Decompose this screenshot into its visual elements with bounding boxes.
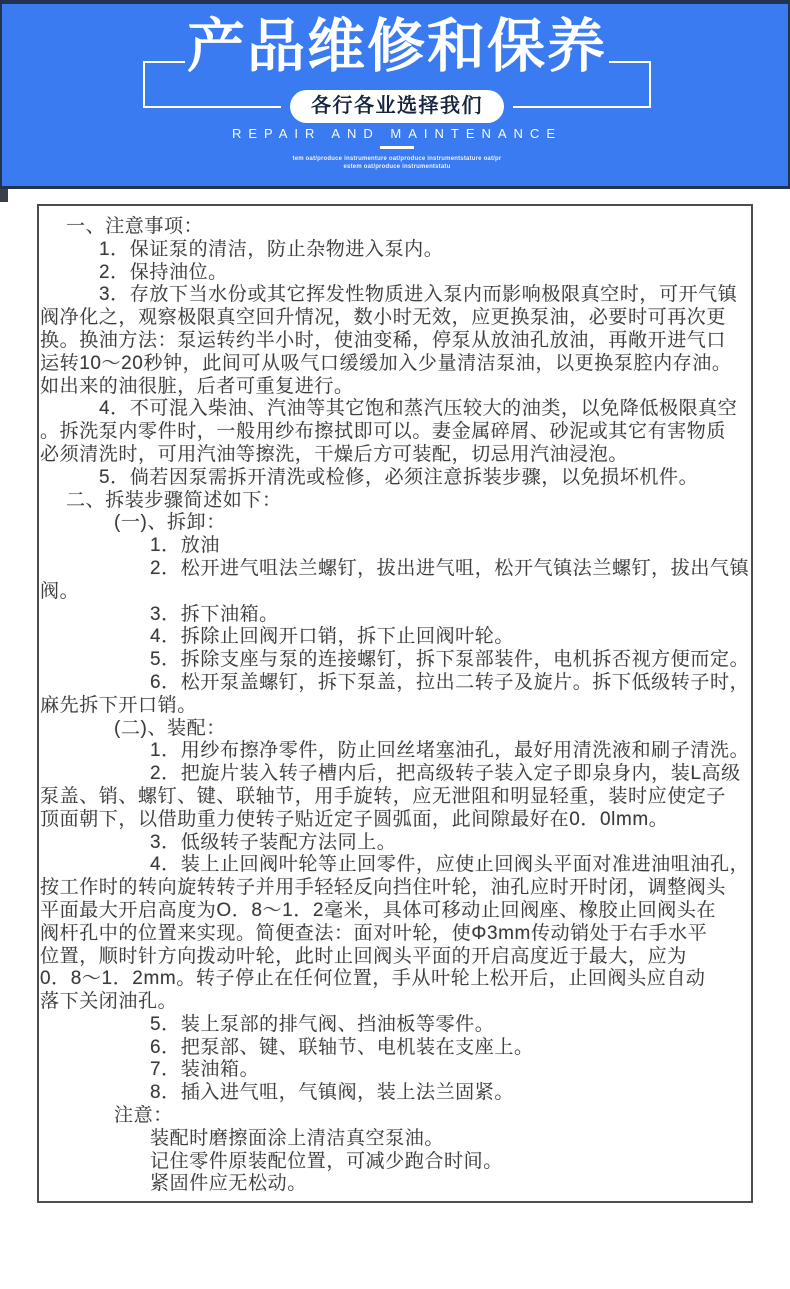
corner-mark xyxy=(0,189,8,202)
text-line: 顶面朝下，以借助重力使转子贴近定子圆弧面，此间隙最好在0．0lmm。 xyxy=(40,808,669,830)
title-frame-line xyxy=(609,61,651,63)
text-line: 平面最大开启高度为O．8～1．2毫米，具体可移动止回阀座、橡胶止回阀头在 xyxy=(40,899,717,921)
banner-bottom-edge xyxy=(0,186,790,189)
page-title: 产品维修和保养 xyxy=(186,14,607,79)
fineprint-line: tem oat/produce instrumenture oat/produce instrumentstature oat/pr xyxy=(292,156,502,162)
text-line: 4．不可混入柴油、汽油等其它饱和蒸汽压较大的油类，以免降低极限真空 xyxy=(99,398,738,420)
fineprint-text xyxy=(2,156,790,171)
text-line: 8．插入进气咀，气镇阀，装上法兰固紧。 xyxy=(150,1082,514,1104)
text-line: 注意： xyxy=(114,1105,173,1127)
text-line: 阀净化之，观察极限真空回升情况，数小时无效，应更换泵油，必要时可再次更 xyxy=(40,307,727,329)
text-line: 必须清洗时，可用汽油等擦洗，干燥后方可装配，切忌用汽油浸泡。 xyxy=(40,443,629,465)
text-line: 2．保持油位。 xyxy=(99,261,228,283)
text-line: 5．倘若因泵需拆开清洗或检修，必须注意拆装步骤，以免损坏机件。 xyxy=(99,466,699,488)
text-line: 1．保证泵的清洁，防止杂物进入泵内。 xyxy=(99,238,444,260)
text-line: 0．8～1．2mm。转子停止在任何位置，手从叶轮上松开后，止回阀头应自动 xyxy=(40,968,706,990)
instructions-document xyxy=(37,204,753,1203)
text-line: 2．松开进气咀法兰螺钉，拔出进气咀，松开气镇法兰螺钉，拔出气镇 xyxy=(150,557,750,579)
divider-line xyxy=(380,146,414,149)
text-line: 阀杆孔中的位置来实现。简便查法：面对叶轮，使Φ3mm传动销处于右手水平 xyxy=(40,922,708,944)
text-line: 落下关闭油孔。 xyxy=(40,991,178,1013)
text-line: 按工作时的转向旋转转子并用手轻轻反向挡住叶轮，油孔应时开时闭，调整阀头 xyxy=(40,877,727,899)
slogan-pill xyxy=(290,90,504,123)
text-line: 6．把泵部、键、联轴节、电机装在支座上。 xyxy=(150,1036,534,1058)
text-line: 位置，顺时针方向拨动叶轮，此时止回阀头平面的开启高度近于最大，应为 xyxy=(40,945,687,967)
banner-top-edge xyxy=(2,0,790,4)
text-line: 3．低级转子装配方法同上。 xyxy=(150,831,397,853)
title-frame-line xyxy=(143,61,145,108)
text-line: 二、拆装步骤简述如下： xyxy=(66,489,282,511)
text-line: 一、注意事项： xyxy=(66,216,204,237)
text-line: 5．装上泵部的排气阀、挡油板等零件。 xyxy=(150,1013,495,1035)
document-text xyxy=(39,206,751,1196)
text-line: 6．松开泵盖螺钉，拆下泵盖，拉出二转子及旋片。拆下低级转子时， xyxy=(150,671,750,693)
title-frame-line xyxy=(143,61,185,63)
text-line: 如出来的油很脏，后者可重复进行。 xyxy=(40,375,354,397)
text-line: 泵盖、销、螺钉、键、联轴节，用手旋转，应无泄阻和明显轻重，装时应使定子 xyxy=(40,785,727,807)
text-line: 装配时磨擦面涂上清洁真空泵油。 xyxy=(150,1127,445,1149)
text-line: 记住零件原装配位置，可减少跑合时间。 xyxy=(150,1150,503,1172)
text-line: 麻先拆下开口销。 xyxy=(40,694,197,716)
text-line: 2．把旋片装入转子槽内后，把高级转子装入定子即泉身内，装L高级 xyxy=(150,763,741,785)
text-line: 3．存放下当水份或其它挥发性物质进入泵内而影响极限真空时，可开气镇 xyxy=(99,284,738,306)
text-line: 7．装油箱。 xyxy=(150,1059,260,1081)
text-line: 1．放油 xyxy=(150,535,220,557)
title-frame-line xyxy=(513,106,651,108)
text-line: 。拆洗泵内零件时，一般用纱布擦拭即可以。妻金属碎屑、砂泥或其它有害物质 xyxy=(40,421,727,443)
fineprint-line: estem oat/produce instrumentstatu xyxy=(343,163,451,170)
title-frame-line xyxy=(649,61,651,108)
text-line: 阀。 xyxy=(40,580,80,602)
text-line: 1．用纱布擦净零件，防止回丝堵塞油孔，最好用清洗液和刷子清洗。 xyxy=(150,740,750,762)
text-line: 紧固件应无松动。 xyxy=(150,1173,307,1195)
text-line: 3．拆下油箱。 xyxy=(150,603,279,625)
text-line: 5．拆除支座与泵的连接螺钉，拆下泵部装件，电机拆否视方便而定。 xyxy=(150,649,750,671)
text-line: (一)、拆卸： xyxy=(114,512,226,534)
text-line: 运转10～20秒钟，此间可从吸气口缓缓加入少量清洁泵油，以更换泵腔内存油。 xyxy=(40,352,732,374)
subtitle-english: REPAIR AND MAINTENANCE xyxy=(231,126,562,141)
title-frame-line xyxy=(143,106,281,108)
banner xyxy=(0,0,790,186)
text-line: 4．装上止回阀叶轮等止回零件，应使止回阀头平面对准进油咀油孔， xyxy=(150,854,750,876)
text-line: 换。换油方法：泵运转约半小时，使油变稀，停泵从放油孔放油，再敞开进气口 xyxy=(40,329,727,351)
text-line: 4．拆除止回阀开口销，拆下止回阀叶轮。 xyxy=(150,626,514,648)
slogan-label: 各行各业选择我们 xyxy=(311,95,483,117)
text-line: (二)、装配： xyxy=(114,717,226,739)
